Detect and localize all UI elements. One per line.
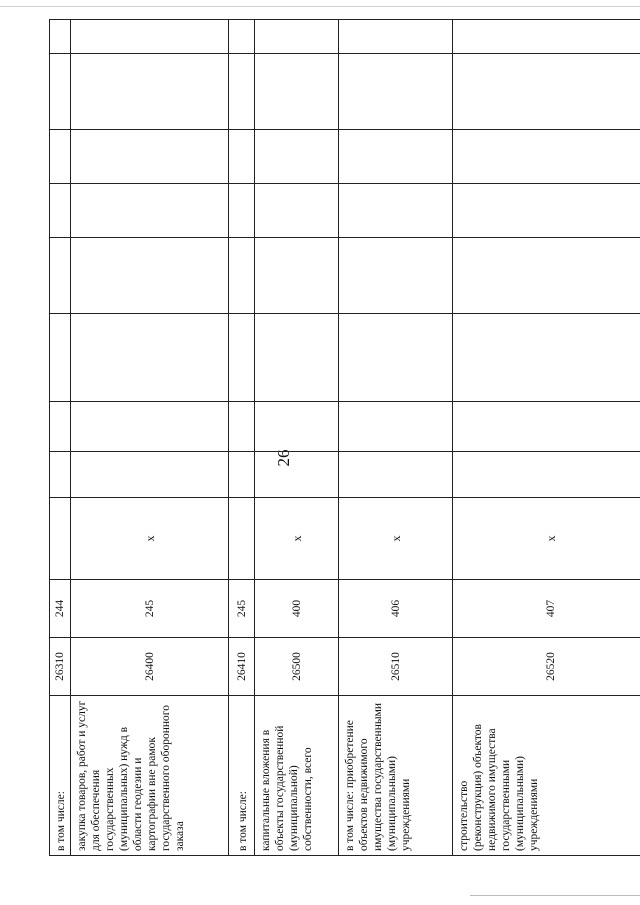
empty-cell — [71, 130, 229, 184]
empty-cell — [255, 452, 339, 498]
row-mark — [229, 498, 255, 580]
row-code: 26410 — [229, 638, 255, 696]
empty-cell — [50, 130, 71, 184]
empty-cell — [255, 54, 339, 130]
empty-cell — [50, 402, 71, 452]
empty-cell — [339, 20, 453, 54]
table-row — [50, 20, 71, 856]
row-code: 26500 — [255, 638, 339, 696]
empty-cell — [50, 452, 71, 498]
row-mark: x — [255, 498, 339, 580]
row-line-code: 245 — [71, 580, 229, 638]
empty-cell — [339, 54, 453, 130]
empty-cell — [71, 20, 229, 54]
table-row — [453, 20, 640, 856]
row-line-code: 244 — [50, 580, 71, 638]
empty-cell — [229, 130, 255, 184]
table-row — [339, 20, 453, 856]
table-row — [255, 20, 339, 856]
empty-cell — [71, 314, 229, 402]
empty-cell — [255, 20, 339, 54]
empty-cell — [71, 402, 229, 452]
empty-cell — [50, 54, 71, 130]
scan-edge-top — [0, 6, 640, 7]
row-line-code: 400 — [255, 580, 339, 638]
empty-cell — [453, 54, 640, 130]
empty-cell — [255, 402, 339, 452]
empty-cell — [339, 314, 453, 402]
rotated-table-wrapper — [49, 20, 640, 856]
empty-cell — [453, 314, 640, 402]
row-label: закупка товаров, работ и услуг для обеспечения государственных (муниципальных) нужд в области геодезии и картографии вне рамок государственного оборонного заказа — [71, 696, 229, 856]
empty-cell — [453, 402, 640, 452]
row-line-code: 407 — [453, 580, 640, 638]
table-row — [71, 20, 229, 856]
row-label: строительство (реконструкция) объектов недвижимого имущества государственными (муниципальными) учреждениями — [453, 696, 640, 856]
empty-cell — [50, 238, 71, 314]
empty-cell — [255, 238, 339, 314]
empty-cell — [453, 130, 640, 184]
empty-cell — [453, 238, 640, 314]
empty-cell — [453, 452, 640, 498]
empty-cell — [229, 238, 255, 314]
row-label: в том числе: — [229, 696, 255, 856]
empty-cell — [229, 184, 255, 238]
empty-cell — [71, 184, 229, 238]
empty-cell — [255, 184, 339, 238]
scan-edge-bottom — [470, 895, 640, 896]
empty-cell — [339, 238, 453, 314]
empty-cell — [453, 20, 640, 54]
row-label: в том числе: приобретение объектов недвижимого имущества государственными (муниципальными) учреждениями — [339, 696, 453, 856]
empty-cell — [229, 54, 255, 130]
page-number: 26 — [274, 449, 293, 467]
row-mark — [50, 498, 71, 580]
empty-cell — [229, 20, 255, 54]
empty-cell — [50, 184, 71, 238]
row-line-code: 406 — [339, 580, 453, 638]
row-mark: x — [453, 498, 640, 580]
empty-cell — [255, 314, 339, 402]
empty-cell — [339, 402, 453, 452]
row-line-code: 245 — [229, 580, 255, 638]
row-mark: x — [339, 498, 453, 580]
budget-table — [49, 19, 640, 856]
row-label: в том числе: — [50, 696, 71, 856]
empty-cell — [339, 452, 453, 498]
row-mark: x — [71, 498, 229, 580]
row-label: капитальные вложения в объекты государственной (муниципальной) собственности, всего — [255, 696, 339, 856]
empty-cell — [229, 314, 255, 402]
empty-cell — [453, 184, 640, 238]
empty-cell — [229, 452, 255, 498]
row-code: 26310 — [50, 638, 71, 696]
empty-cell — [71, 238, 229, 314]
empty-cell — [339, 130, 453, 184]
row-code: 26400 — [71, 638, 229, 696]
empty-cell — [229, 402, 255, 452]
row-code: 26520 — [453, 638, 640, 696]
table-row — [229, 20, 255, 856]
empty-cell — [50, 20, 71, 54]
empty-cell — [255, 130, 339, 184]
empty-cell — [339, 184, 453, 238]
row-code: 26510 — [339, 638, 453, 696]
empty-cell — [50, 314, 71, 402]
empty-cell — [71, 54, 229, 130]
empty-cell — [71, 452, 229, 498]
